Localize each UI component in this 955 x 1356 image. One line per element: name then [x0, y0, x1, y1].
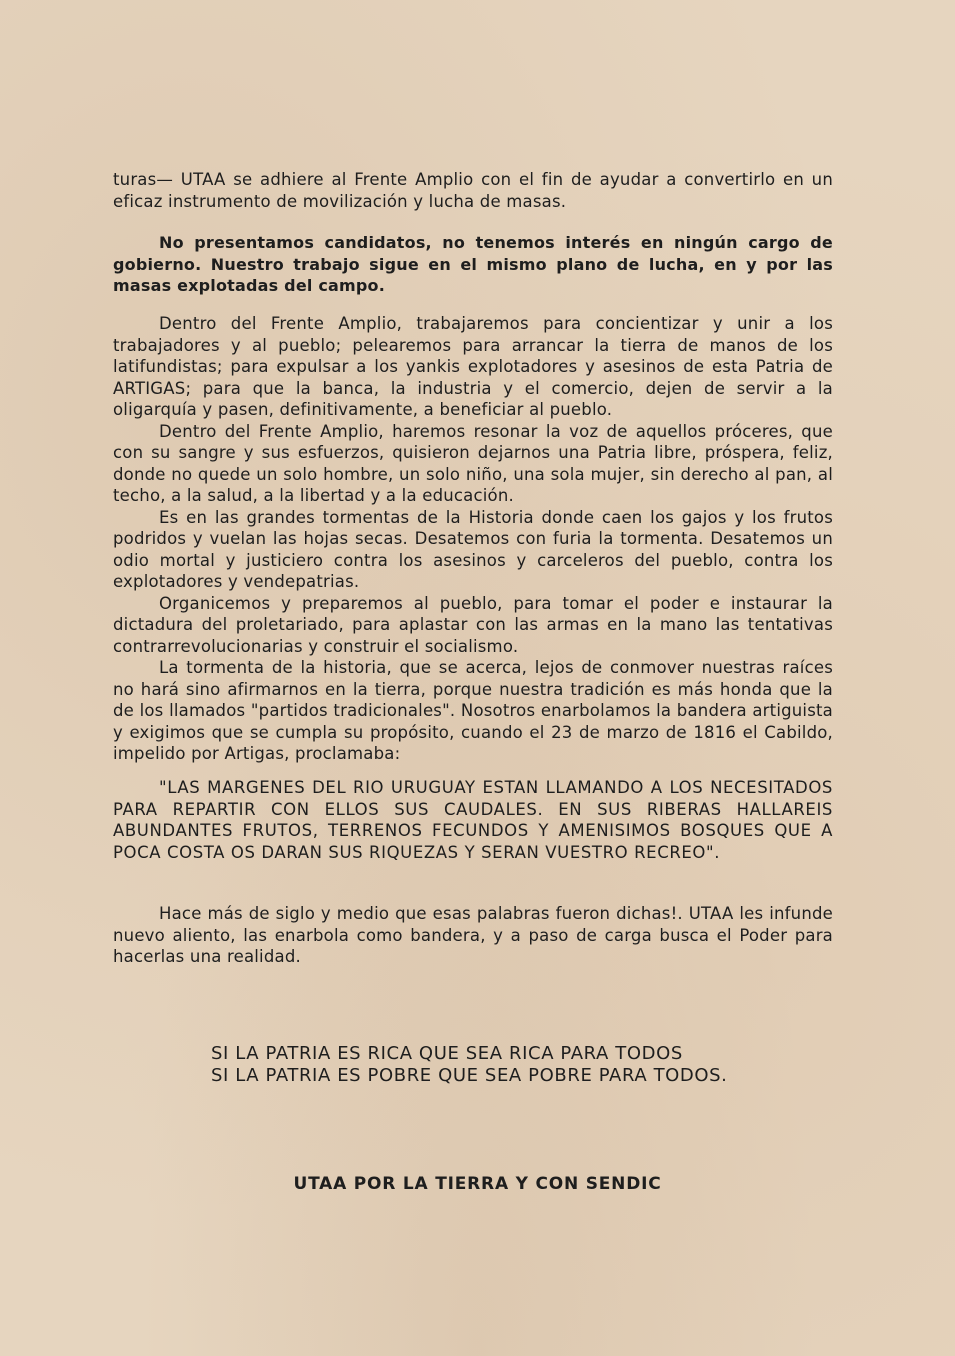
- body-paragraph: Organicemos y preparemos al pueblo, para tomar el poder e instaurar la dictadura del proletariado, para aplastar con las armas en la mano las tentativas contrarrevolucionarias y construir el socialismo.: [113, 593, 833, 656]
- intro-paragraph: turas— UTAA se adhiere al Frente Amplio con el fin de ayudar a convertirlo en un eficaz instrumento de movilización y lucha de masas.: [113, 170, 833, 211]
- bold-statement-paragraph: No presentamos candidatos, no tenemos interés en ningún cargo de gobierno. Nuestro trabajo sigue en el mismo plano de lucha, en y por las masas explotadas del campo.: [113, 233, 833, 295]
- slogan-line-1: SI LA PATRIA ES RICA QUE SEA RICA PARA TODOS: [211, 1043, 683, 1064]
- outro-paragraph: Hace más de siglo y medio que esas palabras fueron dichas!. UTAA les infunde nuevo aliento, las enarbola como bandera, y a paso de carga busca el Poder para hacerlas una realidad.: [113, 904, 833, 966]
- body-section: [113, 313, 833, 765]
- body-paragraph: La tormenta de la historia, que se acerca, lejos de conmover nuestras raíces no hará sino afirmarnos en la tierra, porque nuestra tradición es más honda que la de los llamados "partidos tradicionales". Nosotros enarbolamos la bandera artiguista y exigimos que se cumpla su propósito, cuando el 23 de marzo de 1816 el Cabildo, impelido por Artigas, proclamaba:: [113, 658, 833, 763]
- artigas-quote: "LAS MARGENES DEL RIO URUGUAY ESTAN LLAMANDO A LOS NECESITADOS PARA REPARTIR CON ELLOS SUS CAUDALES. EN SUS RIBERAS HALLAREIS ABUNDANTES FRUTOS, TERRENOS FECUNDOS Y AMENISIMOS BOSQUES QUE A POCA COSTA OS DARAN SUS RIQUEZAS Y SERAN VUESTRO RECREO".: [113, 778, 833, 862]
- body-paragraph: Dentro del Frente Amplio, haremos resonar la voz de aquellos próceres, que con su sangre y sus esfuerzos, quisieron dejarnos una Patria libre, próspera, feliz, donde no quede un solo hombre, un solo niño, una sola mujer, sin derecho al pan, al techo, a la salud, a la libertad y a la educación.: [113, 421, 833, 505]
- closing-slogan: UTAA POR LA TIERRA Y CON SENDIC: [293, 1174, 662, 1194]
- body-paragraph: Dentro del Frente Amplio, trabajaremos para concientizar y unir a los trabajadores y al pueblo; pelearemos para arrancar la tierra de manos de los latifundistas; para expulsar a los yankis explotadores y asesinos de esta Patria de ARTIGAS; para que la banca, la industria y el comercio, dejen de servir a la oligarquía y pasen, definitivamente, a beneficiar al pueblo.: [113, 314, 833, 419]
- body-paragraph: Es en las grandes tormentas de la Historia donde caen los gajos y los frutos podridos y vuelan las hojas secas. Desatemos con furia la tormenta. Desatemos un odio mortal y justiciero contra los asesinos y carceleros del pueblo, contra los explotadores y vendepatrias.: [113, 507, 833, 591]
- slogan-line-2: SI LA PATRIA ES POBRE QUE SEA POBRE PARA TODOS.: [211, 1065, 728, 1086]
